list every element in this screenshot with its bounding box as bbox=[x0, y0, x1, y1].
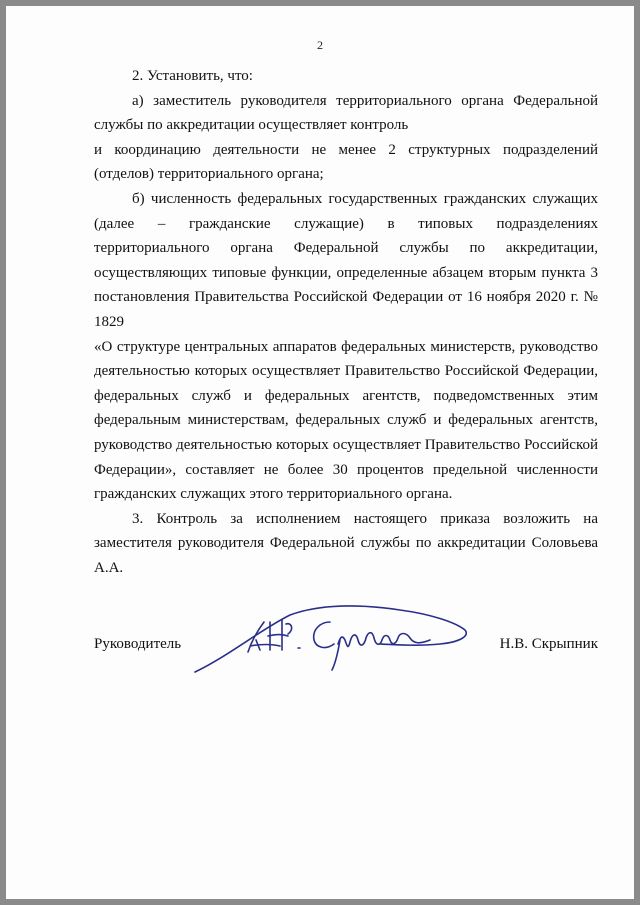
paragraph-item-2b-start: б) численность федеральных государственных гражданских служащих (далее – гражданские служащие) в типовых подразделениях территориального органа Федеральной службы по аккредитации, осуществляющих типовые функции, определенные абзацем вторым пункта 3 постановления Правительства Российской Федерации от 16 ноября 2020 г. № 1829 bbox=[94, 190, 598, 330]
signatory-name: Н.В. Скрыпник bbox=[499, 636, 598, 652]
document-body bbox=[94, 64, 598, 580]
paragraph-item-2: 2. Установить, что: bbox=[132, 68, 253, 84]
paragraph-item-3: 3. Контроль за исполнением настоящего приказа возложить на заместителя руководителя Федеральной службы по аккредитации Соловьева А.А. bbox=[94, 510, 598, 576]
paragraph-item-2a-end: и координацию деятельности не менее 2 структурных подразделений (отделов) территориального органа; bbox=[94, 141, 598, 183]
handwritten-signature bbox=[190, 600, 480, 680]
paragraph-item-2b-end: «О структуре центральных аппаратов федеральных министерств, руководство деятельностью которых осуществляет Правительство Российской Федерации, федеральных служб и федеральных агентств, подведомственных этим федеральным министерствам, федеральных служб и федеральных агентств, руководство деятельностью которых осуществляет Правительство Российской Федерации», составляет не более 30 процентов предельной численности гражданских служащих этого территориального органа. bbox=[94, 338, 598, 503]
paragraph-item-2a-start: а) заместитель руководителя территориального органа Федеральной службы по аккредитации осуществляет контроль bbox=[94, 92, 598, 134]
page-number: 2 bbox=[317, 38, 323, 52]
signatory-position: Руководитель bbox=[94, 636, 182, 652]
